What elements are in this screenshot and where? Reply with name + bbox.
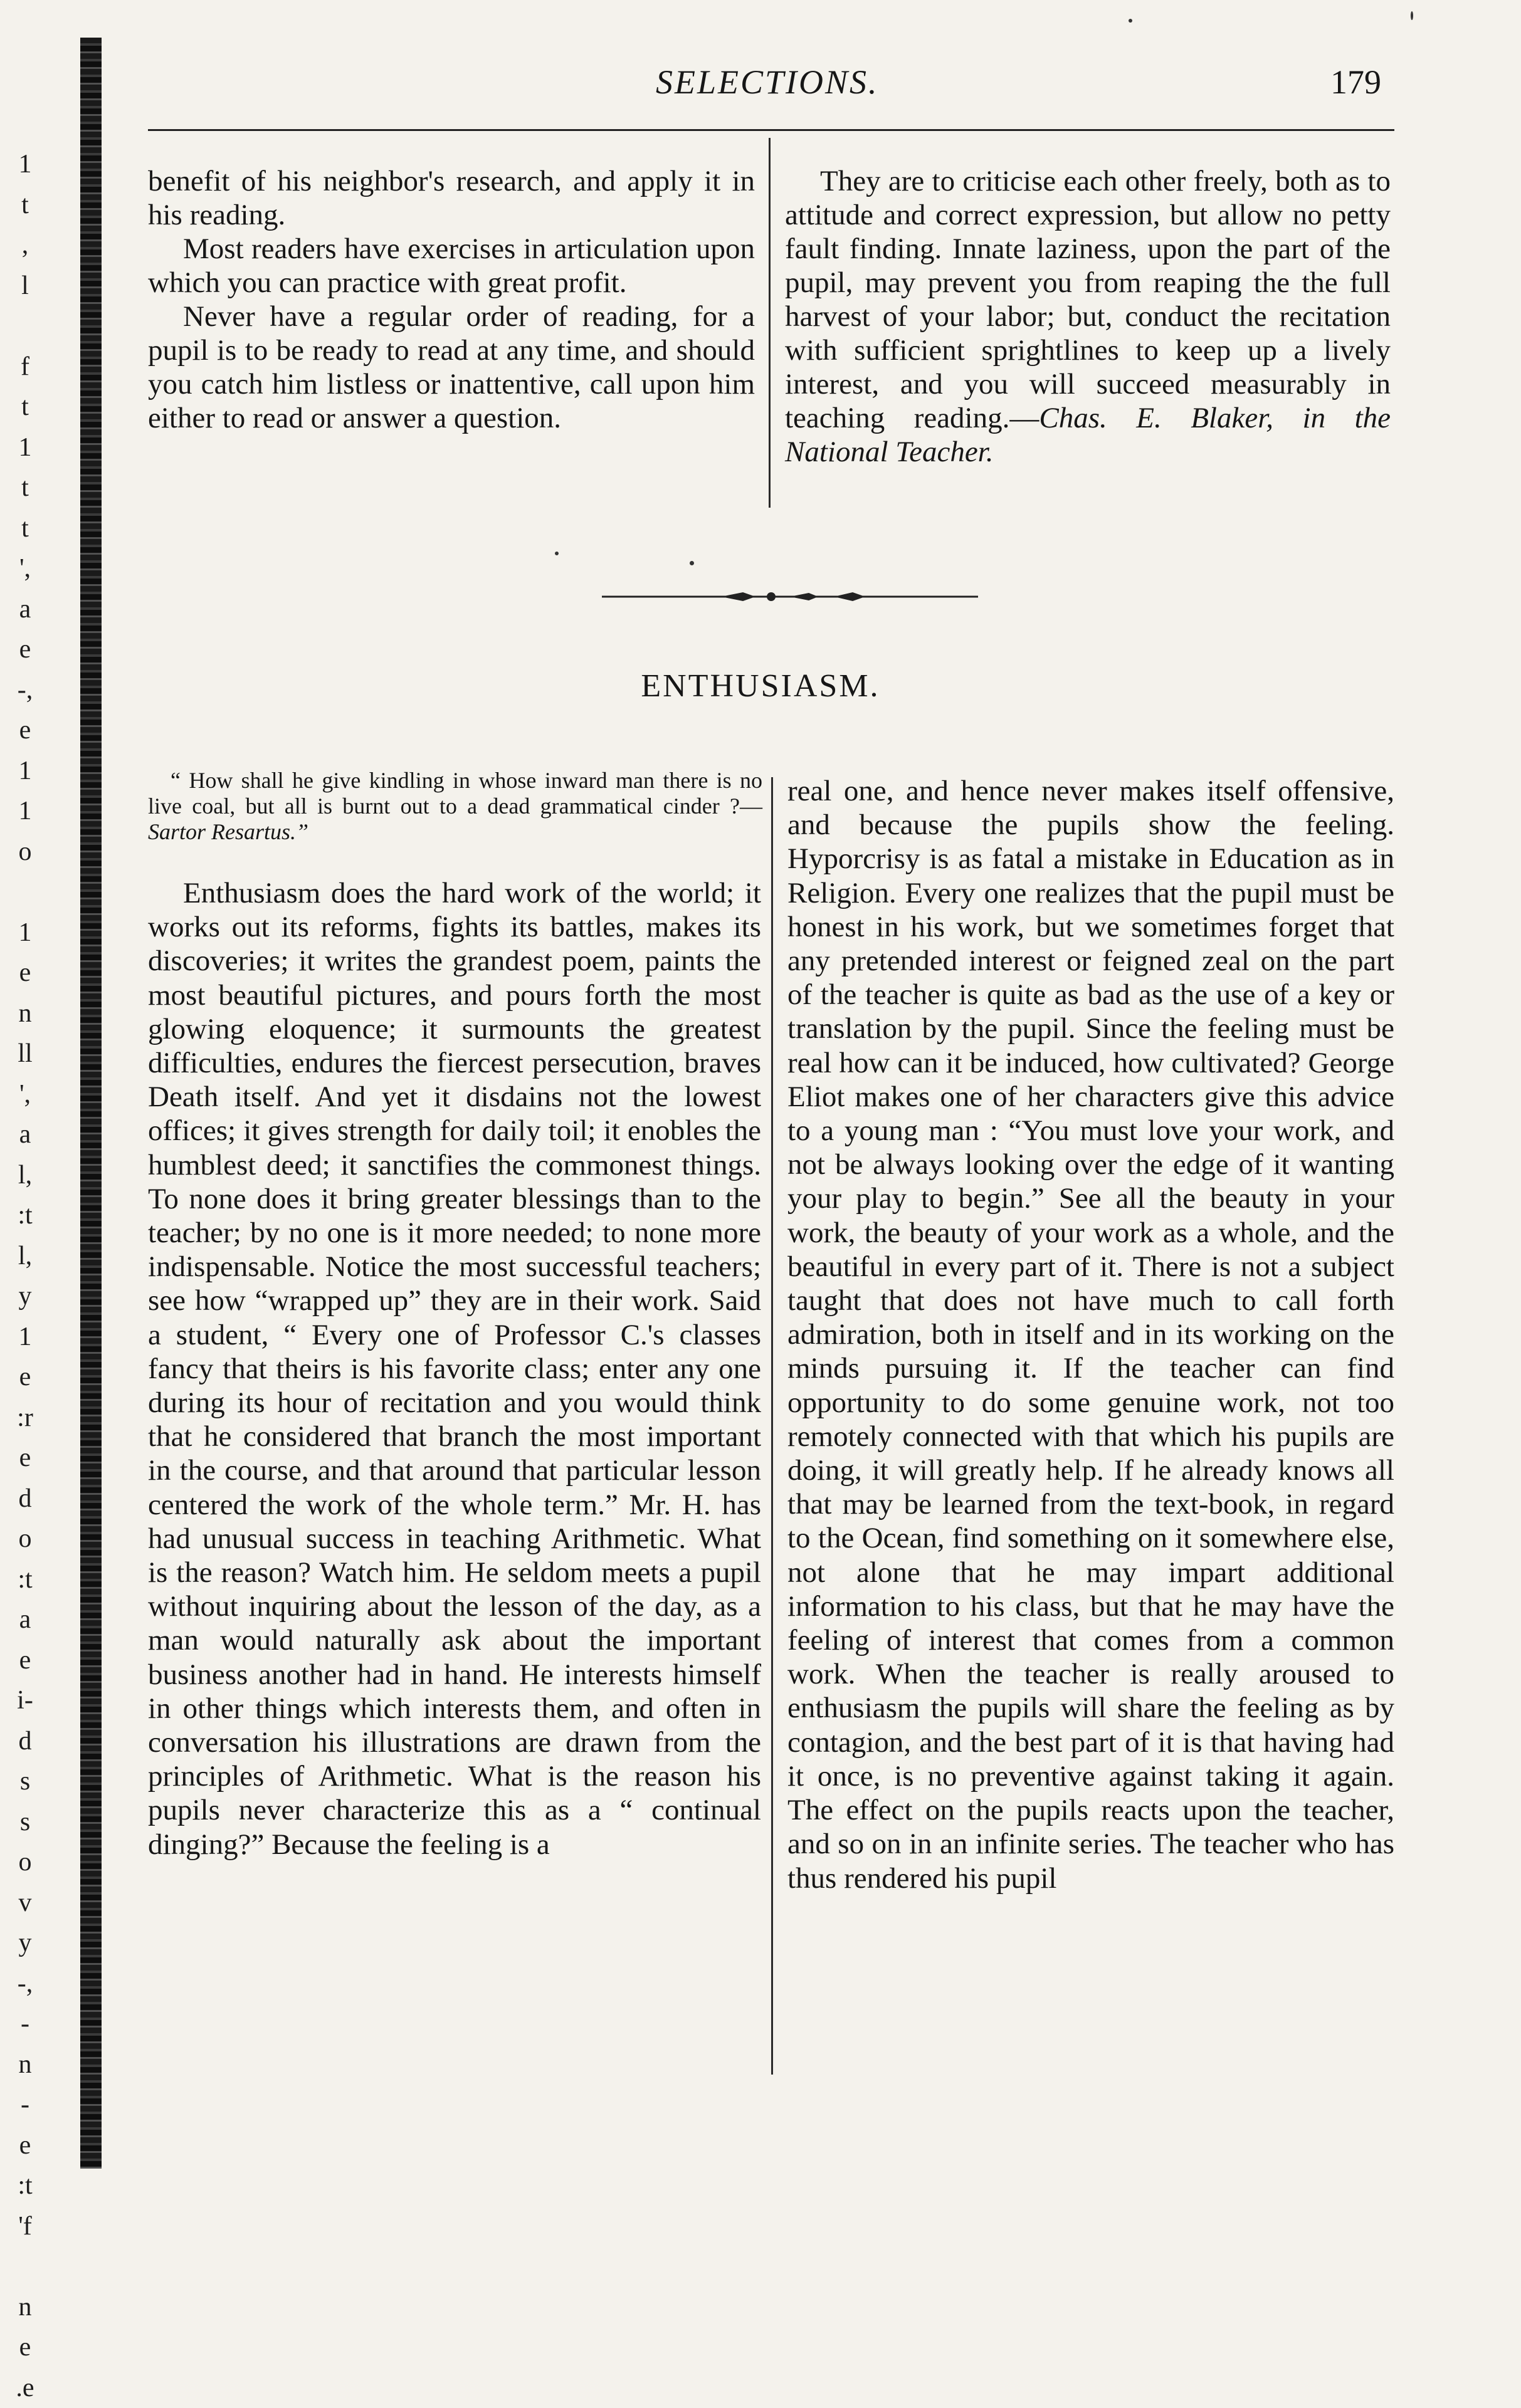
gutter-fragment <box>0 2246 50 2287</box>
gutter-fragment: :t <box>0 1195 50 1236</box>
gutter-fragment: -, <box>0 670 50 711</box>
gutter-fragment: -, <box>0 1964 50 2004</box>
article-right-text: real one, and hence never makes itself offensive, and because the pupils show the feeling. Hyporcrisy is as fatal a mistake in Education as in Religion. Every one realizes that the pupil must be honest in his work, but we sometimes forget that any pretended interest or feigned zeal on the part of the teacher is quite as bad as the use of a key or translation by the pupil. Since the feeling must be real how can it be induced, how cultivated? George Eliot makes one of her characters give this advice to a young man : “You must love your work, and not be always looking over the edge of it wanting your play to begin.” See all the beauty in your work, the beauty of your work as a whole, and the beautiful in every part of it. There is not a subject taught that does not have much to call forth admiration, both in itself and in its working on the minds pursuing it. If the teacher can find opportunity to do some genuine work, not too remotely connected with that which his pupils are doing, it will greatly help. If he already knows all that may be learned from the text-book, in regard to the Ocean, find something on it somewhere else, not alone that he may impart additional information to his class, but that he may have the feeling of interest that comes from a common work. When the teacher is really aroused to enthusiasm the pupils will share the feeling as by contagion, and the best part of it is that having had it once, is no preventive against taking it again. The effect on the pupils reacts upon the teacher, and so on in an infinite series. The teacher who has thus rendered his pupil <box>787 775 1394 1895</box>
gutter-fragment: n <box>0 993 50 1034</box>
gutter-fragment: a <box>0 1599 50 1640</box>
page-binding-edge <box>80 38 102 2169</box>
gutter-fragment: 1 <box>0 1317 50 1358</box>
article-title: ENTHUSIASM. <box>0 667 1521 704</box>
gutter-fragment: o <box>0 832 50 872</box>
gutter-fragment: e <box>0 953 50 993</box>
gutter-fragment: ll <box>0 1034 50 1074</box>
article-right-column <box>787 774 1394 1895</box>
gutter-fragment: i- <box>0 1680 50 1721</box>
gutter-fragment: 1 <box>0 791 50 832</box>
gutter-fragment: :t <box>0 2165 50 2206</box>
top-left-paragraph: benefit of his neighbor's research, and apply it in his reading. <box>148 164 755 232</box>
gutter-fragment: n <box>0 2287 50 2328</box>
gutter-fragment: v <box>0 1883 50 1924</box>
gutter-fragment <box>0 872 50 913</box>
column-divider-article <box>771 777 773 2075</box>
gutter-fragment: d <box>0 1479 50 1519</box>
gutter-fragment: :r <box>0 1398 50 1438</box>
gutter-fragment: ', <box>0 548 50 589</box>
page-number: 179 <box>1330 63 1381 102</box>
gutter-fragment: l, <box>0 1155 50 1196</box>
gutter-fragment: t <box>0 468 50 508</box>
gutter-fragment: 1 <box>0 751 50 792</box>
print-speck <box>555 552 559 555</box>
gutter-fragment: t <box>0 508 50 549</box>
article-left-column <box>148 876 761 1861</box>
gutter-fragment: e <box>0 629 50 670</box>
section-divider-ornament <box>602 589 978 604</box>
gutter-fragment: a <box>0 589 50 630</box>
gutter-fragment: - <box>0 2004 50 2044</box>
epigraph <box>148 768 762 845</box>
gutter-fragment: , <box>0 225 50 266</box>
top-left-column <box>148 164 755 435</box>
gutter-fragment: l, <box>0 1236 50 1277</box>
gutter-fragment: s <box>0 1802 50 1843</box>
print-speck <box>1411 11 1413 20</box>
gutter-fragment: n <box>0 2044 50 2085</box>
top-left-paragraph: Most readers have exercises in articulation upon which you can practice with great profit. <box>148 232 755 300</box>
gutter-fragment <box>0 306 50 347</box>
gutter-fragment: .e <box>0 2368 50 2408</box>
gutter-fragment: t <box>0 387 50 427</box>
gutter-fragment: e <box>0 1357 50 1398</box>
header-rule <box>148 129 1394 131</box>
gutter-fragment: e <box>0 2125 50 2166</box>
gutter-fragment: e <box>0 710 50 751</box>
gutter-fragment: ', <box>0 1074 50 1115</box>
gutter-fragment: a <box>0 1114 50 1155</box>
gutter-fragment: 'f <box>0 2206 50 2247</box>
gutter-fragment: e <box>0 2327 50 2368</box>
gutter-fragment: s <box>0 1761 50 1802</box>
gutter-fragment: t <box>0 185 50 226</box>
print-speck <box>690 561 694 565</box>
gutter-fragment: 1 <box>0 144 50 185</box>
article-left-text: Enthusiasm does the hard work of the world; it works out its reforms, fights its battles, makes its discoveries; it writes the grandest poem, paints the most beautiful pictures, and pours forth the most glowing eloquence; it surmounts the greatest difficulties, endures the fiercest persecution, braves Death itself. And yet it disdains not the lowest offices; it gives strength for daily toil; it enobles the humblest deed; it sanctifies the commonest things. To none does it bring greater blessings than to the teacher; by no one is it more needed; to none more indispensable. Notice the most successful teachers; see how “wrapped up” they are in their work. Said a student, “ Every one of Professor C.'s classes fancy that theirs is his favorite class; enter any one during its hour of recitation and you would think that he considered that branch the most important in the course, and that around that particular lesson centered the work of the whole term.” Mr. H. has had unusual success in teaching Arithmetic. What is the reason? Watch him. He seldom meets a pupil without inquiring about the lesson of the day, as a man would naturally ask about the important business another had in hand. He interests himself in other things which interests them, and often in conversation his illustrations are drawn from the principles of Arithmetic. What is the reason his pupils never characterize this as a “ continual dinging?” Because the feeling is a <box>148 877 761 1861</box>
running-header-title: SELECTIONS. <box>656 63 879 102</box>
article-signature: Chas. E. Blaker, in the National Teacher. <box>785 402 1391 468</box>
gutter-fragment: l <box>0 266 50 306</box>
top-left-paragraph: Never have a regular order of reading, for a pupil is to be ready to read at any time, and should you catch him listless or inattentive, call upon him either to read or answer a question. <box>148 300 755 435</box>
adjacent-page-fragments <box>0 144 50 2408</box>
gutter-fragment: 1 <box>0 913 50 953</box>
top-right-paragraph: They are to criticise each other freely, both as to attitude and correct expression, but allow no petty fault finding. Innate laziness, upon the part of the pupil, may prevent you from reaping the the full harvest of your labor; but, conduct the recitation with sufficient sprightlines to keep up a lively interest, and you will succeed measurably in teaching reading.— <box>785 165 1391 434</box>
print-speck <box>1129 19 1132 23</box>
gutter-fragment: f <box>0 347 50 387</box>
top-right-column <box>785 164 1391 469</box>
gutter-fragment: :t <box>0 1559 50 1600</box>
epigraph-quote: “ How shall he give kindling in whose inward man there is no live coal, but all is burnt out to a dead grammatical cinder ?— <box>148 768 762 819</box>
gutter-fragment: e <box>0 1640 50 1681</box>
epigraph-source: Sartor Resartus.” <box>148 819 308 844</box>
gutter-fragment: d <box>0 1721 50 1762</box>
gutter-fragment: y <box>0 1923 50 1964</box>
column-divider-top <box>769 138 771 508</box>
gutter-fragment: 1 <box>0 427 50 468</box>
gutter-fragment: e <box>0 1438 50 1479</box>
gutter-fragment: - <box>0 2085 50 2125</box>
gutter-fragment: o <box>0 1842 50 1883</box>
gutter-fragment: y <box>0 1276 50 1317</box>
gutter-fragment: o <box>0 1519 50 1559</box>
